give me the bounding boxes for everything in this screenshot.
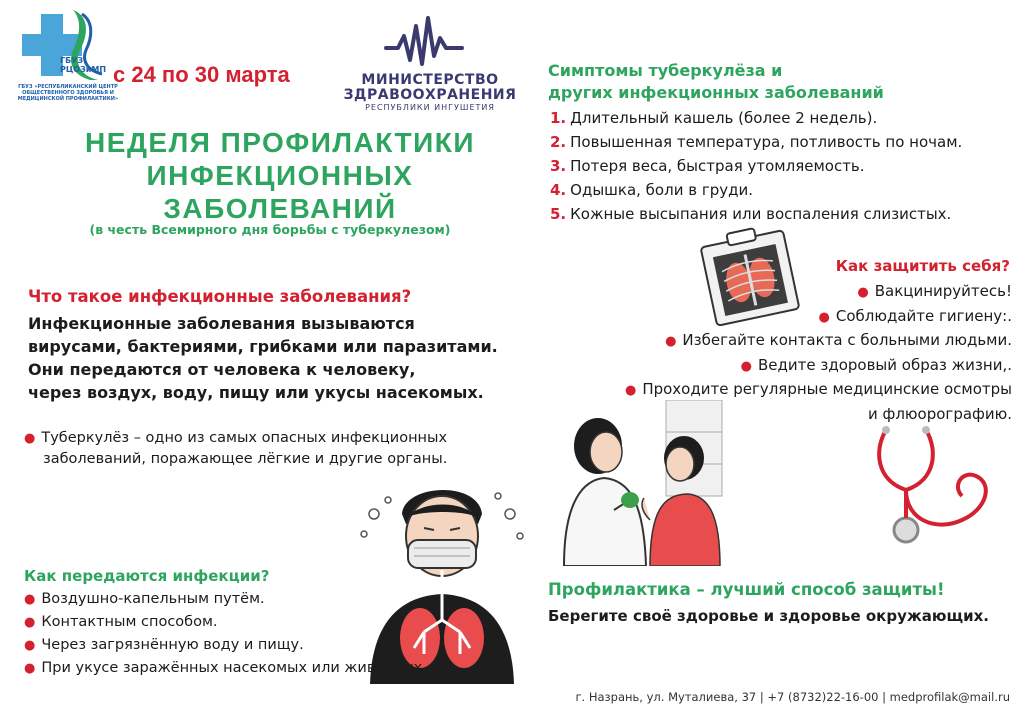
protect-heading: Как защитить себя? xyxy=(835,257,1010,275)
title-line-3: ЗАБОЛЕВАНИЙ xyxy=(163,193,397,224)
item-number: 5. xyxy=(550,205,567,223)
what-line-3: Они передаются от человека к человеку, xyxy=(28,360,416,379)
bullet-icon: ● xyxy=(857,285,869,300)
symptoms-heading-line-2: других инфекционных заболеваний xyxy=(548,83,884,102)
symptoms-list xyxy=(550,106,1020,226)
ministry-logo xyxy=(384,14,464,70)
page-subtitle: (в честь Всемирного дня борьбы с туберкулезом) xyxy=(89,222,451,237)
bullet-icon: ● xyxy=(24,661,36,676)
bullet-icon: ● xyxy=(665,334,677,349)
item-number: 1. xyxy=(550,109,567,127)
bullet-icon: ● xyxy=(24,431,36,446)
footer-contacts: г. Назрань, ул. Муталиева, 37 | +7 (8732)22-16-00 | medprofilak@mail.ru xyxy=(575,690,1010,704)
item-text: Через загрязнённую воду и пищу. xyxy=(41,637,304,653)
tb-line-2: заболеваний, поражающее лёгкие и другие органы. xyxy=(43,451,448,467)
item-text: Кожные высыпания или воспаления слизистых. xyxy=(570,205,952,223)
list-item xyxy=(560,280,1012,305)
list-item xyxy=(24,588,484,611)
list-item xyxy=(560,305,1012,330)
bullet-icon: ● xyxy=(24,638,36,653)
symptoms-heading-line-1: Симптомы туберкулёза и xyxy=(548,61,783,80)
item-text: Проходите регулярные медицинские осмотры xyxy=(642,380,1012,398)
tb-line-1: Туберкулёз – одно из самых опасных инфекционных xyxy=(41,430,448,446)
list-item xyxy=(24,657,484,680)
bullet-icon: ● xyxy=(740,358,752,374)
what-body xyxy=(28,312,548,404)
ministry-line-3: РЕСПУБЛИКИ ИНГУШЕТИЯ xyxy=(365,103,495,112)
item-text: Ведите здоровый образ жизни,. xyxy=(757,355,1012,374)
list-item xyxy=(550,106,1020,130)
ministry-line-1: МИНИСТЕРСТВО xyxy=(361,72,499,88)
list-item xyxy=(550,154,1020,178)
list-item-continuation: и флюорографию. xyxy=(868,404,1012,423)
ministry-line-2: ЗДРАВООХРАНЕНИЯ xyxy=(343,87,517,103)
bullet-icon: ● xyxy=(624,383,637,398)
what-heading: Что такое инфекционные заболевания? xyxy=(28,287,412,306)
item-number: 3. xyxy=(550,157,567,175)
org-full-name: ГБУЗ «РЕСПУБЛИКАНСКИЙ ЦЕНТР ОБЩЕСТВЕННОГО ЗДОРОВЬЯ И МЕДИЦИНСКОЙ ПРОФИЛАКТИКИ» xyxy=(17,84,119,102)
org-abbr: ГБУЗ РЦОЗиМП xyxy=(60,56,107,74)
prevention-body: Берегите своё здоровье и здоровье окружающих. xyxy=(548,607,989,625)
bullet-icon: ● xyxy=(818,309,830,325)
item-text: Вакцинируйтесь! xyxy=(874,282,1012,300)
list-item xyxy=(560,378,1012,403)
item-text: Повышенная температура, потливость по ночам. xyxy=(570,133,963,151)
title-line-2: ИНФЕКЦИОННЫХ xyxy=(146,160,414,191)
item-text: Одышка, боли в груди. xyxy=(570,181,753,199)
symptoms-heading xyxy=(548,60,1018,104)
item-number: 4. xyxy=(550,181,567,199)
tuberculosis-note xyxy=(24,428,504,470)
page-title xyxy=(0,126,560,225)
bullet-icon: ● xyxy=(24,592,36,607)
list-item xyxy=(550,178,1020,202)
bullet-icon: ● xyxy=(24,615,36,630)
list-item xyxy=(560,329,1012,354)
item-text: Контактным способом. xyxy=(41,614,218,630)
what-line-4: через воздух, воду, пищу или укусы насекомых. xyxy=(28,383,484,402)
what-line-2: вирусами, бактериями, грибками или паразитами. xyxy=(28,337,498,356)
item-text: Соблюдайте гигиену:. xyxy=(835,306,1012,325)
list-item xyxy=(560,354,1012,379)
ministry-name xyxy=(340,73,520,113)
transmission-list xyxy=(24,588,484,680)
date-range: с 24 по 30 марта xyxy=(113,62,290,87)
what-line-1: Инфекционные заболевания вызываются xyxy=(28,314,415,333)
item-text: При укусе заражённых насекомых или животных. xyxy=(41,660,427,676)
item-text: Длительный кашель (более 2 недель). xyxy=(570,109,878,127)
list-item xyxy=(24,634,484,657)
title-line-1: НЕДЕЛЯ ПРОФИЛАКТИКИ xyxy=(85,127,475,158)
item-text: Потеря веса, быстрая утомляемость. xyxy=(570,157,865,175)
item-number: 2. xyxy=(550,133,567,151)
item-text: Избегайте контакта с больными людьми. xyxy=(682,331,1012,349)
vaccination-illustration xyxy=(554,400,724,566)
list-item xyxy=(550,202,1020,226)
item-text: Воздушно-капельным путём. xyxy=(41,591,265,607)
list-item xyxy=(550,130,1020,154)
prevention-heading: Профилактика – лучший способ защиты! xyxy=(548,580,945,599)
stethoscope-illustration xyxy=(866,420,1006,550)
list-item xyxy=(24,611,484,634)
transmission-heading: Как передаются инфекции? xyxy=(24,567,270,585)
